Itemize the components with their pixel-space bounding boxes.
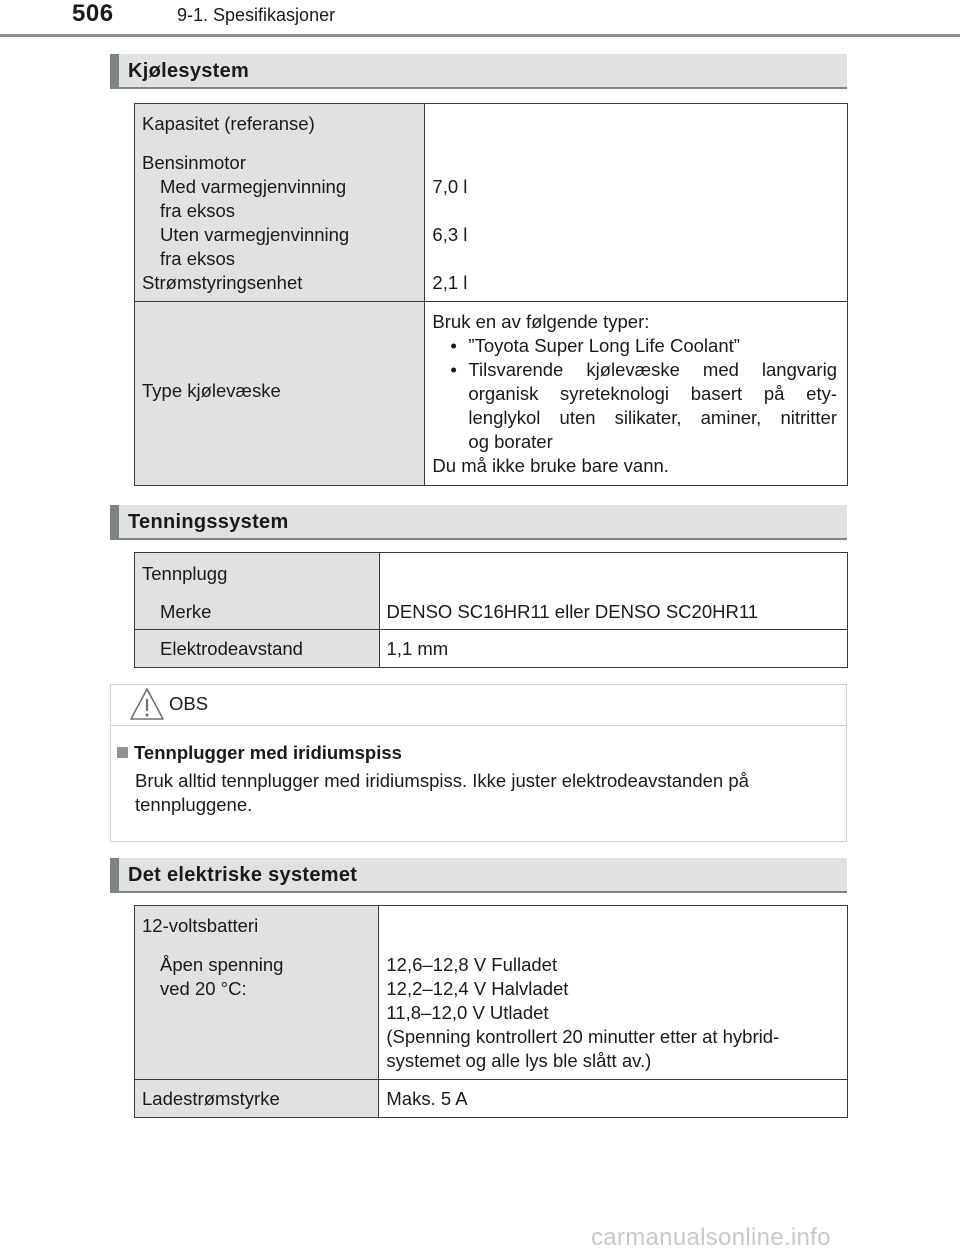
notice-title: Tennplugger med iridiumspiss <box>117 742 402 764</box>
spark-plug-value-cell: DENSO SC16HR11 eller DENSO SC20HR11 <box>379 553 847 630</box>
section-title: Tenningssystem <box>128 511 289 533</box>
section-electrical <box>110 858 847 893</box>
notice-box <box>110 684 847 842</box>
notice-header <box>111 685 846 726</box>
coolant-value-cell: Bruk en av følgende typer: • ”Toyota Super Long Life Coolant” • Tilsvarende kjølevæske med langvarig organisk syreteknologi basert på ety- lenglykol uten silikater, aminer, nitritter og borater Du må ikke bruke bare vann. <box>425 302 848 486</box>
section-cooling <box>110 54 847 89</box>
table-row <box>135 1080 848 1118</box>
header-rule <box>0 34 960 37</box>
capacity-value-cell: 7,0 l 6,3 l 2,1 l <box>425 104 848 302</box>
coolant-label-cell: Type kjølevæske <box>135 302 425 486</box>
electrical-table <box>134 905 848 1118</box>
gap-label-cell: Elektrodeavstand <box>135 630 380 668</box>
battery-label-cell: 12-voltsbatteri Åpen spenning ved 20 °C: <box>135 906 379 1080</box>
square-bullet-icon <box>117 747 128 758</box>
charge-value-cell: Maks. 5 A <box>379 1080 848 1118</box>
section-ignition <box>110 505 847 540</box>
chapter-title: 9-1. Spesifikasjoner <box>177 5 336 25</box>
section-title: Kjølesystem <box>128 60 250 82</box>
table-row <box>135 630 848 668</box>
table-row <box>135 104 848 302</box>
watermark: carmanualsonline.info <box>591 1224 831 1251</box>
cooling-table <box>134 103 848 486</box>
table-row <box>135 553 848 630</box>
battery-value-cell: 12,6–12,8 V Fulladet 12,2–12,4 V Halvladet 11,8–12,0 V Utladet (Spenning kontrollert 20 minutter etter at hybrid- systemet og alle lys ble slått av.) <box>379 906 848 1080</box>
warning-icon <box>129 686 165 722</box>
charge-label-cell: Ladestrømstyrke <box>135 1080 379 1118</box>
table-row <box>135 906 848 1080</box>
ignition-table <box>134 552 848 668</box>
spark-plug-label-cell: Tennplugg Merke <box>135 553 380 630</box>
table-row <box>135 302 848 486</box>
notice-body: Bruk alltid tennplugger med iridiumspiss. Ikke juster elektrodeavstanden på tennpluggene. <box>135 770 749 815</box>
section-title: Det elektriske systemet <box>128 864 358 886</box>
capacity-label-cell: Kapasitet (referanse) Bensinmotor Med varmegjenvinning fra eksos Uten varmegjenvinning fra eksos Strømstyringsenhet <box>135 104 425 302</box>
page-number: 506 <box>72 0 114 27</box>
notice-label: OBS <box>169 693 209 714</box>
gap-value-cell: 1,1 mm <box>379 630 847 668</box>
